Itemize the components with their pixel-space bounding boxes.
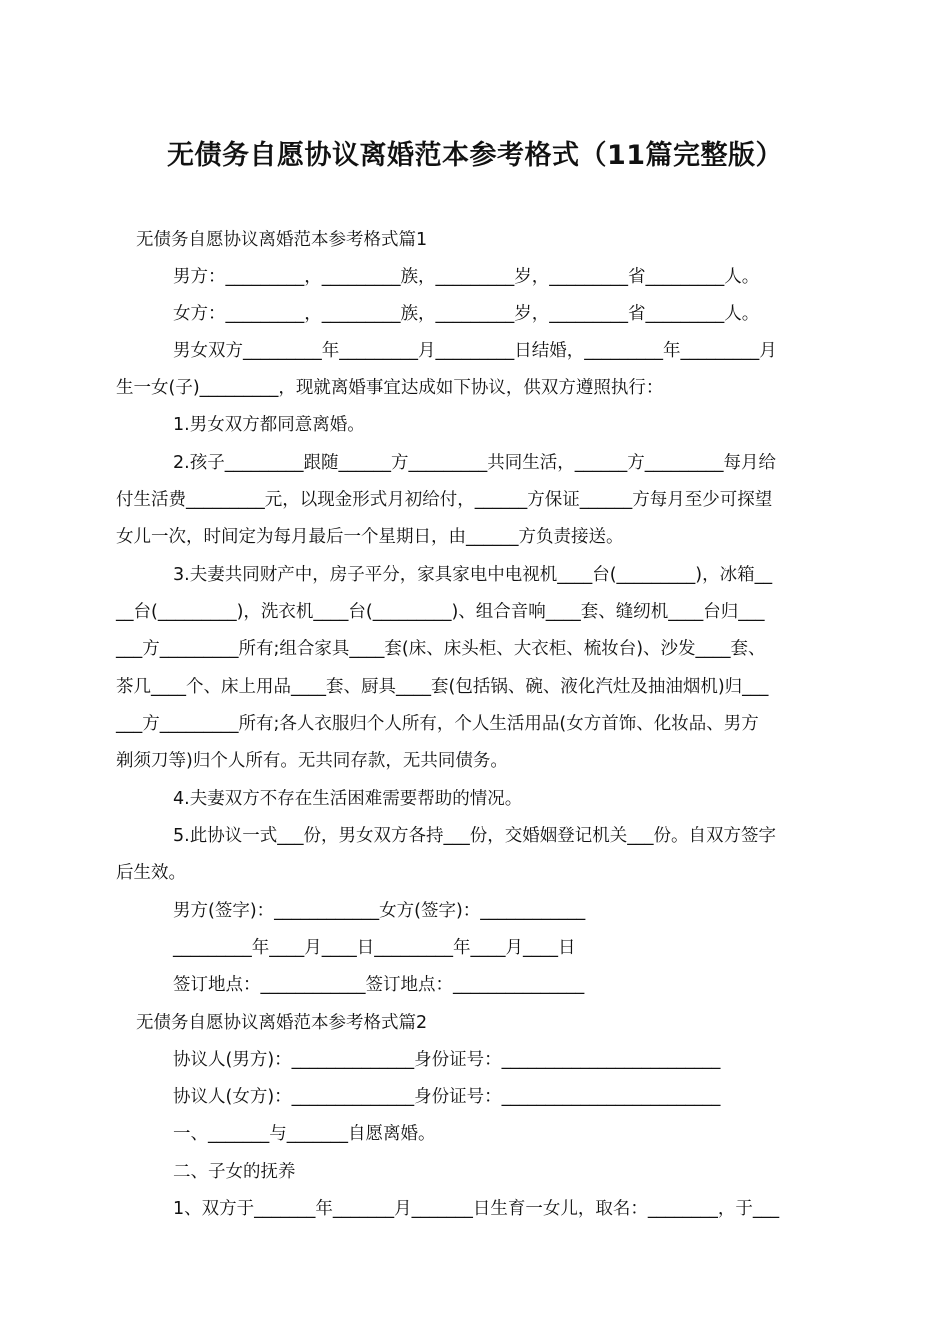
paragraph-line: 后生效。 <box>116 863 186 883</box>
paragraph-line: 女儿一次，时间定为每月最后一个星期日，由______方负责接送。 <box>116 527 624 547</box>
paragraph-line: ___方_________所有;各人衣服归个人所有，个人生活用品(女方首饰、化妆品、男方 <box>116 714 759 734</box>
paragraph-line: ___方_________所有;组合家具____套(床、床头柜、大衣柜、梳妆台)、沙发____套、 <box>116 639 766 659</box>
paragraph-line: 女方：_________，_________族，_________岁，_________省_________人。 <box>173 304 760 324</box>
paragraph-line: 3.夫妻共同财产中，房子平分，家具家电中电视机____台(_________)，冰箱__ <box>173 565 773 585</box>
paragraph-line: 4.夫妻双方不存在生活困难需要帮助的情况。 <box>173 789 523 809</box>
document-title: 无债务自愿协议离婚范本参考格式（11篇完整版） <box>166 140 784 171</box>
signature-line: 男方(签字)：____________女方(签字)：____________ <box>173 901 586 921</box>
paragraph-line: 生一女(子)_________，现就离婚事宜达成如下协议，供双方遵照执行： <box>116 378 664 398</box>
paragraph-line: 1、双方于_______年_______月_______日生育一女儿，取名：________，于___ <box>173 1199 780 1219</box>
paragraph-line: 协议人(女方)：______________身份证号：_________________________ <box>173 1087 721 1107</box>
paragraph-line: __台(_________)，洗衣机____台(_________)、组合音响____套、缝纫机____台归___ <box>116 602 765 622</box>
paragraph-line: 协议人(男方)：______________身份证号：_________________________ <box>173 1050 721 1070</box>
section-heading-1: 无债务自愿协议离婚范本参考格式篇1 <box>136 230 428 250</box>
paragraph-line: 男女双方_________年_________月_________日结婚，_________年_________月 <box>173 341 777 361</box>
paragraph-line: 付生活费_________元，以现金形式月初给付，______方保证______方每月至少可探望 <box>116 490 773 510</box>
paragraph-line: 茶几____个、床上用品____套、厨具____套(包括锅、碗、液化汽灶及抽油烟机)归___ <box>116 677 769 697</box>
paragraph-line: 一、_______与_______自愿离婚。 <box>173 1124 436 1144</box>
paragraph-line: 5.此协议一式___份，男女双方各持___份，交婚姻登记机关___份。自双方签字 <box>173 826 776 846</box>
paragraph-line: 二、子女的抚养 <box>173 1162 296 1182</box>
date-line: _________年____月____日_________年____月____日 <box>173 938 576 958</box>
paragraph-line: 2.孩子_________跟随______方_________共同生活，______方_________每月给 <box>173 453 776 473</box>
paragraph-line: 剃须刀等)归个人所有。无共同存款，无共同债务。 <box>116 751 508 771</box>
paragraph-line: 1.男女双方都同意离婚。 <box>173 415 365 435</box>
section-heading-2: 无债务自愿协议离婚范本参考格式篇2 <box>136 1013 428 1033</box>
paragraph-line: 男方：_________，_________族，_________岁，_________省_________人。 <box>173 267 760 287</box>
place-line: 签订地点：____________签订地点：_______________ <box>173 975 585 995</box>
